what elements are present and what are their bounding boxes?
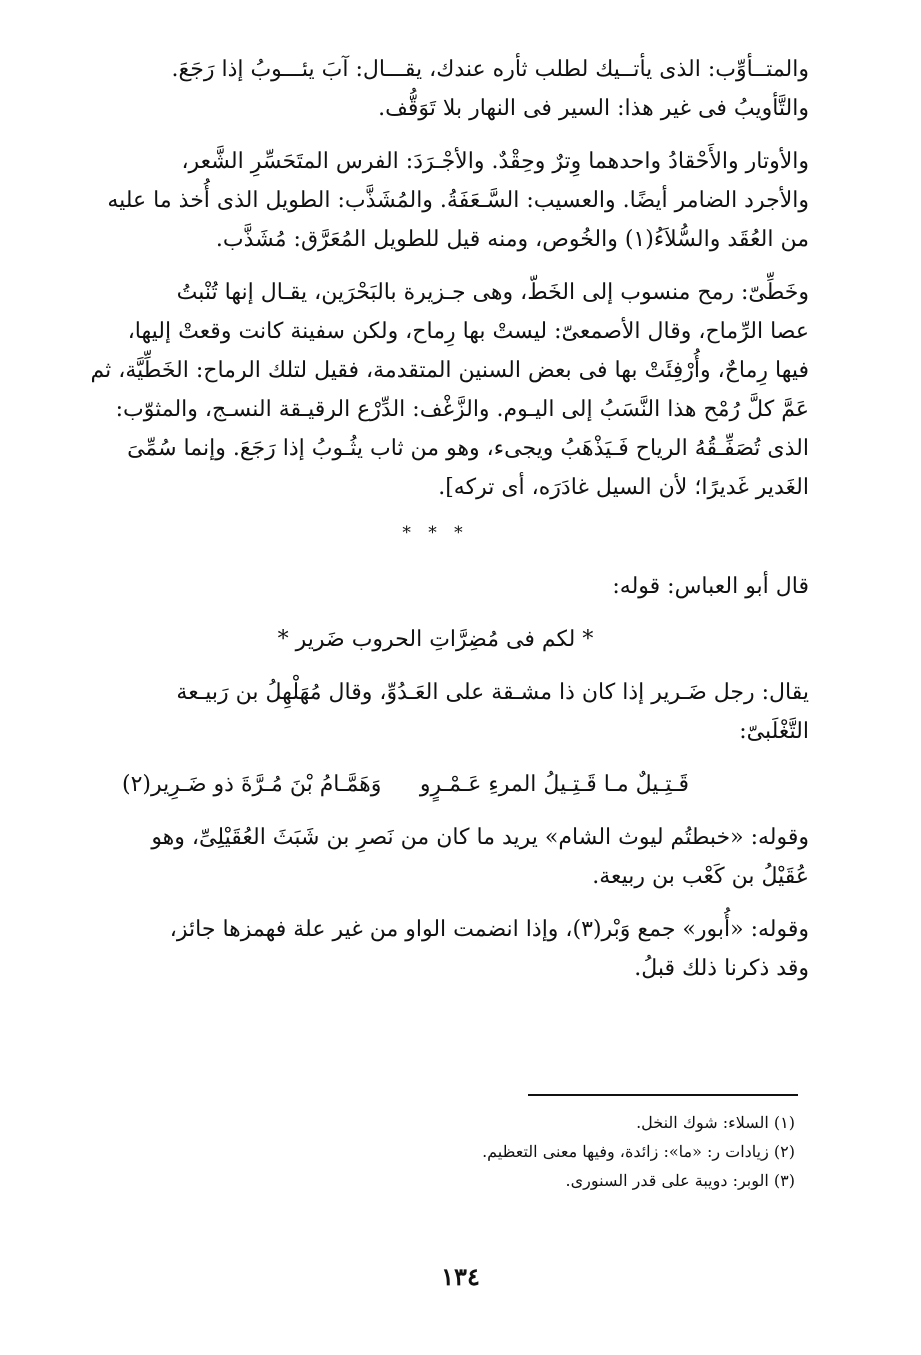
footnotes bbox=[62, 1108, 795, 1195]
text-line: وقوله: «خبطتُم ليوث الشام» يريد ما كان من نَصرِ بن شَبَثَ العُقَيْلِىِّ، وهو bbox=[151, 825, 809, 850]
poetry-verse bbox=[62, 765, 809, 804]
paragraph-5 bbox=[62, 818, 809, 896]
footnote: (١) السلاء: شوك النخل. bbox=[636, 1113, 795, 1132]
text-line: عُقَيْلُ بن كَعْب بن ربيعة. bbox=[592, 864, 809, 889]
footnote-divider bbox=[528, 1094, 798, 1096]
main-text bbox=[62, 50, 809, 1002]
verse-first-hemistich: قَـتِـيلٌ مـا قَـتِـيلُ المرءِ عَـمْـرٍو bbox=[419, 772, 689, 797]
text-line: من العُقَد والسُّلاَءُ(١) والخُوص، ومنه قيل للطويل المُعَرَّق: مُشَذَّب. bbox=[215, 227, 809, 252]
text-line: وخَطِّىّ: رمح منسوب إلى الخَطّ، وهى جـزيرة بالبَحْرَين، يقـال إنها تُنْبتُ bbox=[176, 280, 809, 305]
text-line: الغَدير غَديرًا؛ لأن السيل غادَرَه، أى تركه]. bbox=[438, 475, 809, 500]
text-line: والأجرد الضامر أيضًا. والعسيب: السَّـعَفَةُ. والمُشَذَّب: الطويل الذى أُخذ ما عليه bbox=[107, 188, 809, 213]
text-line: والتَّأويبُ فى غير هذا: السير فى النهار بلا تَوَقُّف. bbox=[378, 96, 809, 121]
text-line: والمتــأوِّب: الذى يأتــيك لطلب ثأره عندك، يقـــال: آبَ يئـــوبُ إذا رَجَعَ. bbox=[171, 57, 809, 82]
text-line: التَّغْلَبىّ: bbox=[739, 719, 809, 744]
text-line: يقال: رجل ضَـرير إذا كان ذا مشـقة على العَـدُوِّ، وقال مُهَلْهِلُ بن رَبيـعة bbox=[176, 680, 809, 705]
footnote: (٢) زيادات ر: «ما»: زائدة، وفيها معنى التعظيم. bbox=[482, 1142, 795, 1161]
text-line: والأوتار والأَحْقادُ واحدهما وِترٌ وحِقْدٌ. والأجْـرَدَ: الفرس المتَحَسِّرِ الشَّعر، bbox=[181, 149, 809, 174]
section-separator: * * * bbox=[402, 523, 469, 543]
paragraph-4 bbox=[62, 673, 809, 751]
intro-line: قال أبو العباس: قوله: bbox=[612, 574, 809, 599]
page-number: ١٣٤ bbox=[441, 1262, 480, 1291]
paragraph-3 bbox=[62, 273, 809, 507]
paragraph-2 bbox=[62, 142, 809, 259]
text-line: فيها رِماحٌ، وأُرْفِئَتْ بها فى بعض السنين المتقدمة، فقيل لتلك الرماح: الخَطِّيَّة، ثم bbox=[90, 358, 809, 383]
text-line: عَمَّ كلَّ رُمْح هذا النَّسَبُ إلى اليـوم. والزَّغْف: الدِّرْع الرقيـقة النسـج، والمثوّب: bbox=[115, 397, 809, 422]
footnote: (٣) الوبر: دويبة على قدر السنورى. bbox=[565, 1171, 795, 1190]
text-line: وقد ذكرنا ذلك قبلُ. bbox=[634, 956, 809, 981]
quoted-hemistich: * لكم فى مُضِرَّاتِ الحروب ضَرير * bbox=[277, 627, 594, 652]
text-line: وقوله: «أُبور» جمع وَبْر(٣)، وإذا انضمت الواو من غير علة فهمزها جائز، bbox=[169, 917, 809, 942]
paragraph-6 bbox=[62, 910, 809, 988]
paragraph-1 bbox=[62, 50, 809, 128]
text-line: عصا الرِّماح، وقال الأصمعىّ: ليستْ بها رِماح، ولكن سفينة كانت وقعتْ إليها، bbox=[127, 319, 809, 344]
verse-second-hemistich: وَهَمَّـامُ بْنَ مُـرَّةَ ذو ضَـرِير(٢) bbox=[122, 772, 382, 797]
text-line: الذى تُصَفِّـقُهُ الرياح فَـيَذْهَبُ ويجىء، وهو من ثاب يثُـوبُ إذا رَجَعَ. وإنما سُمِّىَ bbox=[127, 436, 809, 461]
